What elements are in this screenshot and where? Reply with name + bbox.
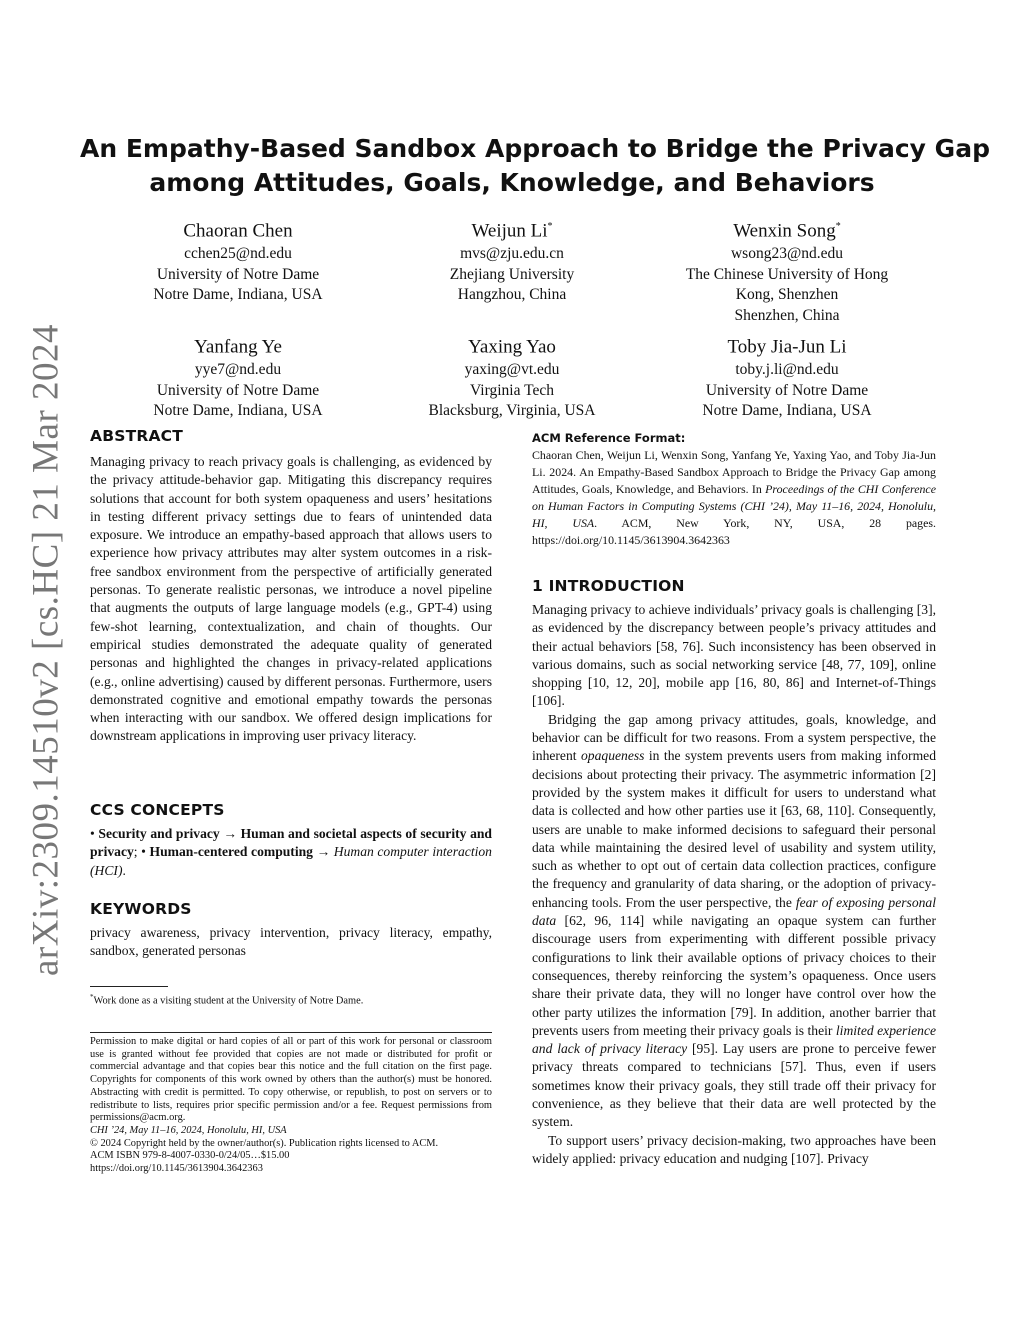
intro-heading: 1 INTRODUCTION [532,577,685,595]
author-name: Yaxing Yao [468,336,556,358]
author-affiliation: The Chinese University of Hong [685,265,889,283]
abstract-body [90,453,492,746]
ccs-concept: Human computer interaction (HCI) [90,844,492,878]
author-affiliation: University of Notre Dame [156,265,320,283]
author-email: cchen25@nd.edu [184,245,292,263]
intro-paragraph-1: Managing privacy to achieve individuals’ privacy goals is challenging [3], as evidenced by the discrepancy between people’s privacy attitudes and their actual behaviors [58, 76]. Such inconsistency has been observed in various domains, such as social networking service [48, 77, 109], online shopping [10, 12, 20], mobile app [16, 80, 86] and Internet-of-Things [106]. [532,602,936,709]
author-block [118,330,358,422]
acm-reference [532,430,936,549]
footnote: *Work done as a visiting student at the University of Notre Dame. [90,993,364,1007]
author-block [667,330,907,422]
permission-block [90,1036,492,1176]
ccs-concept: Human-centered computing [149,844,313,860]
author-block [392,214,632,306]
author-location: Notre Dame, Indiana, USA [702,402,872,420]
author-name: Chaoran Chen [183,220,293,242]
author-block [392,330,632,422]
author-affiliation-cont: Kong, Shenzhen [735,286,839,304]
author-email: yaxing@vt.edu [464,361,560,379]
intro-body [532,601,936,1168]
abstract-text: Managing privacy to reach privacy goals is challenging, as evidenced by the privacy attitude-behavior gap. Mitigating this discrepancy requires solutions that account for both system opaqueness and users’ hesitations in testing different privacy settings due to fears of unintended data exposure. We introduce an empathy-based approach that allows users to experience how privacy attributes may alter system outcomes in a risk-free sandbox environment from the perspective of artificially generated personas. To generate realistic personas, we introduce a novel pipeline that augments the outputs of large language models (e.g., GPT-4) using few-shot learning, contextualization, and chain of thoughts. Our empirical studies demonstrated the adequate quality of generated personas and highlighted the changes in privacy-related applications (e.g., online advertising) caused by different personas. Furthermore, users demonstrated cognitive and emotional empathy towards the personas when interacting with our sandbox. We offered design implications for downstream applications in improving user privacy literacy. [90,454,492,744]
ccs-concept: Security and privacy [98,826,220,841]
author-name: Toby Jia-Jun Li [727,336,847,358]
title-line-1: An Empathy-Based Sandbox Approach to Bridge the Privacy Gap [80,134,990,163]
acm-reference-text: Chaoran Chen, Weijun Li, Wenxin Song, Yanfang Ye, Yaxing Yao, and Toby Jia-Jun Li. 2024. An Empathy-Based Sandbox Approach to Bridge the Privacy Gap among Attitudes, Goals, Knowledge, and Behaviors. In Proceedings of the CHI Conference on Human Factors in Computing Systems (CHI ’24), May 11–16, 2024, Honolulu, HI, USA. ACM, New York, NY, USA, 28 pages. https://doi.org/10.1145/3613904.3642363 [532,448,936,547]
copyright: © 2024 Copyright held by the owner/author(s). Publication rights licensed to ACM. [90,1137,439,1149]
author-affiliation: Virginia Tech [470,381,554,399]
keywords-text: privacy awareness, privacy intervention, privacy literacy, empathy, sandbox, generated personas [90,925,492,959]
author-location: Shenzhen, China [734,306,840,324]
author-email: yye7@nd.edu [194,361,282,379]
acm-reference-heading: ACM Reference Format: [532,431,686,445]
author-affiliation: University of Notre Dame [705,381,869,399]
author-affiliation: University of Notre Dame [156,381,320,399]
doi-link[interactable]: https://doi.org/10.1145/3613904.3642363 [90,1163,263,1175]
author-block [118,214,358,306]
isbn: ACM ISBN 979-8-4007-0330-0/24/05…$15.00 [90,1150,290,1162]
ccs-concept: Human and societal aspects of security and privacy [90,826,492,860]
author-email: toby.j.li@nd.edu [735,361,839,379]
arxiv-stamp [20,323,72,977]
title-line-2: among Attitudes, Goals, Knowledge, and Behaviors [149,168,875,197]
venue: CHI ’24, May 11–16, 2024, Honolulu, HI, USA [90,1124,287,1136]
footnote-rule [90,986,168,987]
ccs-concepts: • Security and privacy → Human and societal aspects of security and privacy; • Human-centered computing → Human computer interaction (HCI). [90,826,492,878]
author-name: Weijun Li* [471,220,553,242]
permission-rule [90,1032,492,1033]
intro-paragraph-3: To support users’ privacy decision-making, two approaches have been widely applied: privacy education and nudging [107]. Privacy [532,1132,936,1166]
author-affiliation: Zhejiang University [449,265,575,283]
author-name: Yanfang Ye [194,336,282,358]
author-location: Hangzhou, China [457,286,567,304]
author-location: Notre Dame, Indiana, USA [153,286,323,304]
intro-paragraph-2: Bridging the gap among privacy attitudes, goals, knowledge, and behavior can be difficult for two reasons. From a system perspective, the inherent opaqueness in the system prevents users from making informed decisions about protecting their privacy. The asymmetric information [2] provided by the system makes it difficult for users to understand what data is collected and how other parties use it [63, 68, 110]. Consequently, users are unable to make informed decisions to safeguard their personal data while maintaining the desired level of usability and system utility, such as whether to opt out of certain data collection practices, configure the frequency and granularity of data sharing, or the adoption of privacy-enhancing tools. From the user perspective, the fear of exposing personal data [62, 96, 114] while navigating an opaque system can further discourage users from experimenting with different possible privacy configurations to link their available options of privacy choices to their consequences, thereby reinforcing the system’s opaqueness. Once users share their private data, they will no longer have control over how the other party utilizes the information [79]. In addition, another barrier that prevents users from meeting their privacy goals is their limited experience and lack of privacy literacy [95]. Lay users are prone to perceive fewer privacy threats compared to technicians [57]. Thus, even if users sometimes know their privacy goals, they still trade off their privacy for convenience, as they believe that their data are well protected by the system. [532,711,937,1130]
acm-reference-doi[interactable]: https://doi.org/10.1145/3613904.3642363 [532,533,730,547]
abstract-heading: ABSTRACT [90,427,184,445]
author-name: Wenxin Song* [733,220,841,242]
arxiv-stamp-text: arXiv:2309.14510v2 [cs.HC] 21 Mar 2024 [25,323,67,977]
keywords-heading: KEYWORDS [90,900,192,918]
author-block [657,214,917,326]
author-email: wsong23@nd.edu [730,245,843,263]
paper-title [80,132,990,200]
author-location: Notre Dame, Indiana, USA [153,402,323,420]
permission-text: Permission to make digital or hard copies of all or part of this work for personal or classroom use is granted without fee provided that copies are not made or distributed for profit or commercial advantage and that copies bear this notice and the full citation on the first page. Copyrights for components of this work owned by others than the author(s) must be honored. Abstracting with credit is permitted. To copy otherwise, or republish, to post on servers or to redistribute to lists, requires prior specific permission and/or a fee. Request permissions from permissions@acm.org. [90,1036,492,1124]
ccs-heading: CCS CONCEPTS [90,801,225,819]
keywords-body [90,924,492,961]
author-location: Blacksburg, Virginia, USA [428,402,596,420]
author-email: mvs@zju.edu.cn [460,245,564,263]
